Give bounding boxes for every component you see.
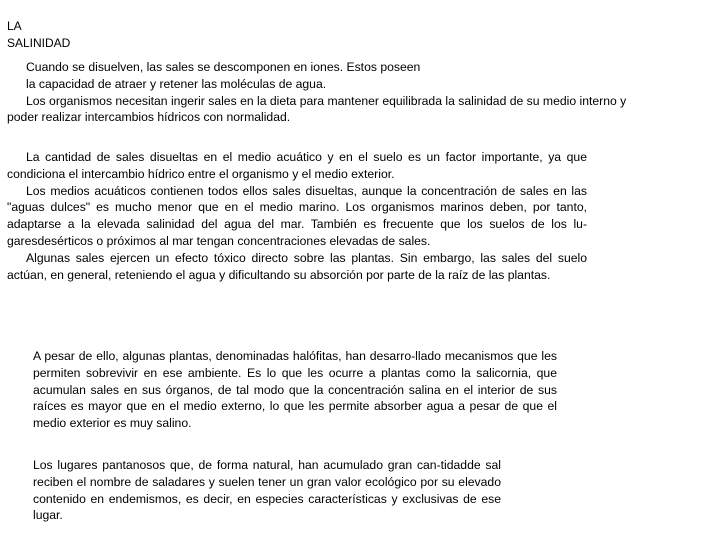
paragraph-line: la capacidad de atraer y retener las moléculas de agua. (26, 76, 327, 91)
paragraph: Algunas sales ejercen un efecto tóxico directo sobre las plantas. Sin embargo, las sales del suelo actúan, en general, reteniendo el agua y dificultando su absorción por parte de la raíz de las plantas. (7, 250, 587, 282)
paragraph: Los medios acuáticos contienen todos ellos sales disueltas, aunque la concentración de sales en las "aguas dulces" es mucho menor que en el medio marino. Los organismos marinos deben, por tanto, adaptarse a la elevada salinidad del agua del mar. También es frecuente que los suelos de los lu-garesdesérticos o próximos al mar tengan concentraciones elevadas de sales. (7, 183, 587, 248)
paragraph: Los organismos necesitan ingerir sales en la dieta para mantener equilibrada la salinidad de su medio interno y poder realizar intercambios hídricos con normalidad. (7, 93, 627, 125)
paragraph: A pesar de ello, algunas plantas, denominadas halófitas, han desarro-llado mecanismos que les permiten sobrevivir en ese ambiente. Es lo que les ocurre a plantas como la salicornia, que acumulan sales en sus órganos, de tal modo que la concentración salina en el interior de sus raíces es mayor que en el medio externo, lo que les permite absorber agua a pesar de que el medio exterior es muy salino. (33, 349, 557, 431)
title-line: LA (7, 19, 22, 33)
paragraph: La cantidad de sales disueltas en el medio acuático y en el suelo es un factor importante, ya que condiciona el intercambio hídrico entre el organismo y el medio exterior. (7, 150, 587, 181)
saladares-section (33, 457, 501, 524)
salinity-section (7, 149, 587, 283)
intro-section (7, 59, 647, 126)
title-line: SALINIDAD (7, 36, 71, 50)
page-title (7, 18, 70, 52)
paragraph-line: Cuando se disuelven, las sales se descomponen en iones. Estos poseen (26, 60, 421, 74)
halophytes-section (33, 348, 557, 432)
paragraph: Los lugares pantanosos que, de forma natural, han acumulado gran can-tidadde sal reciben el nombre de saladares y suelen tener un gran valor ecológico por su elevado contenido en endemismos, es decir, en especies características y exclusivas de ese lugar. (33, 458, 501, 523)
paragraph (7, 59, 496, 93)
